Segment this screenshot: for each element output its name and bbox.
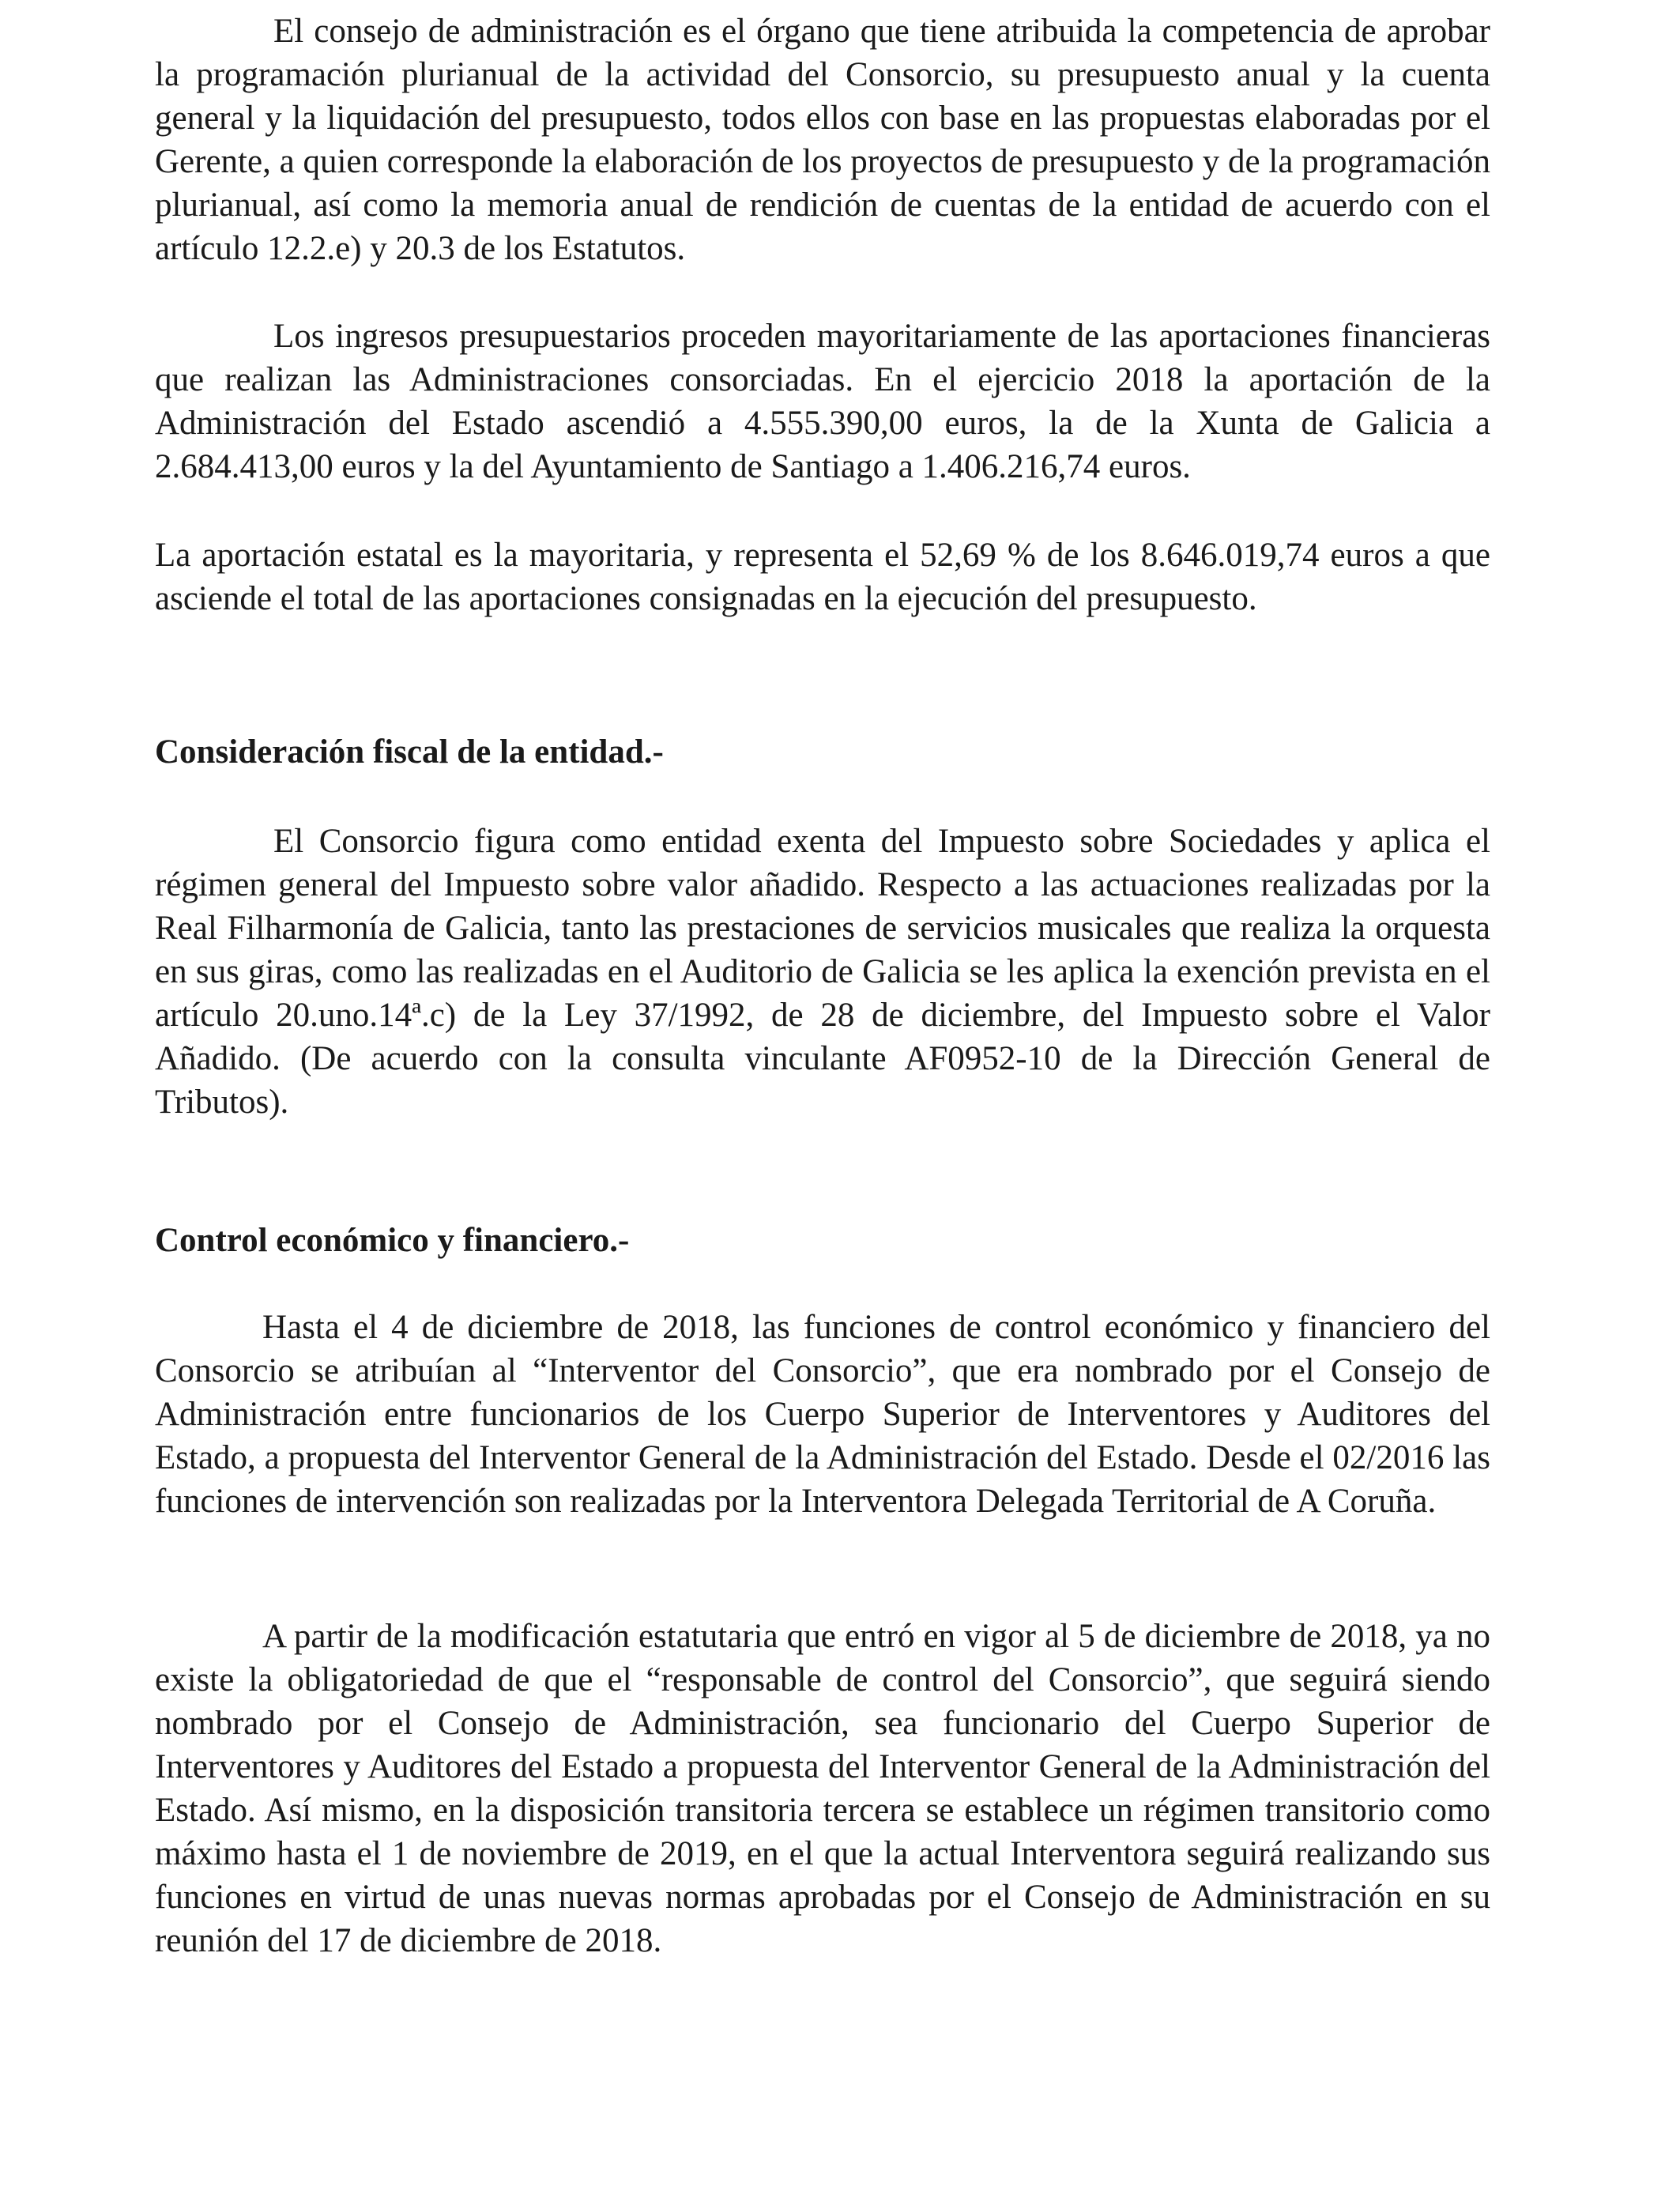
paragraph-modificacion-estatutaria: A partir de la modificación estatutaria que entró en vigor al 5 de diciembre de 2018, ya no existe la obligatoriedad de que el “responsable de control del Consorcio”, que seguirá siendo nombrado por el Consejo de Administración, sea funcionario del Cuerpo Superior de Interventores y Auditores del Estado a propuesta del Interventor General de la Administración del Estado. Así mismo, en la disposición transitoria tercera se establece un régimen transitorio como máximo hasta el 1 de noviembre de 2019, en el que la actual Interventora seguirá realizando sus funciones en virtud de unas nuevas normas aprobadas por el Consejo de Administración en su reunión del 17 de diciembre de 2018.	[155, 1618, 1490, 1959]
paragraph-consideracion-fiscal: El Consorcio figura como entidad exenta del Impuesto sobre Sociedades y aplica el régimen general del Impuesto sobre valor añadido. Respecto a las actuaciones realizadas por la Real Filharmonía de Galicia, tanto las prestaciones de servicios musicales que realiza la orquesta en sus giras, como las realizadas en el Auditorio de Galicia se les aplica la exención prevista en el artículo 20.uno.14ª.c) de la Ley 37/1992, de 28 de diciembre, del Impuesto sobre el Valor Añadido. (De acuerdo con la consulta vinculante AF0952-10 de la Dirección General de Tributos).	[155, 823, 1490, 1121]
heading-consideracion-fiscal: Consideración fiscal de la entidad.-	[155, 733, 664, 771]
heading-control-economico: Control económico y financiero.-	[155, 1222, 630, 1259]
paragraph-consejo-administracion: El consejo de administración es el órgano que tiene atribuida la competencia de aprobar la programación plurianual de la actividad del Consorcio, su presupuesto anual y la cuenta general y la liquidación del presupuesto, todos ellos con base en las propuestas elaboradas por el Gerente, a quien corresponde la elaboración de los proyectos de presupuesto y de la programación plurianual, así como la memoria anual de rendición de cuentas de la entidad de acuerdo con el artículo 12.2.e) y 20.3 de los Estatutos.	[155, 13, 1490, 267]
paragraph-hasta-diciembre: Hasta el 4 de diciembre de 2018, las funciones de control económico y financiero del Consorcio se atribuían al “Interventor del Consorcio”, que era nombrado por el Consejo de Administración entre funcionarios de los Cuerpo Superior de Interventores y Auditores del Estado, a propuesta del Interventor General de la Administración del Estado. Desde el 02/2016 las funciones de intervención son realizadas por la Interventora Delegada Territorial de A Coruña.	[155, 1309, 1490, 1520]
document-page	[155, 0, 1490, 2194]
paragraph-ingresos-presupuestarios: Los ingresos presupuestarios proceden mayoritariamente de las aportaciones financieras que realizan las Administraciones consorciadas. En el ejercicio 2018 la aportación de la Administración del Estado ascendió a 4.555.390,00 euros, la de la Xunta de Galicia a 2.684.413,00 euros y la del Ayuntamiento de Santiago a 1.406.216,74 euros.	[155, 318, 1490, 485]
paragraph-aportacion-estatal: La aportación estatal es la mayoritaria, y representa el 52,69 % de los 8.646.019,74 euros a que asciende el total de las aportaciones consignadas en la ejecución del presupuesto.	[155, 537, 1490, 617]
